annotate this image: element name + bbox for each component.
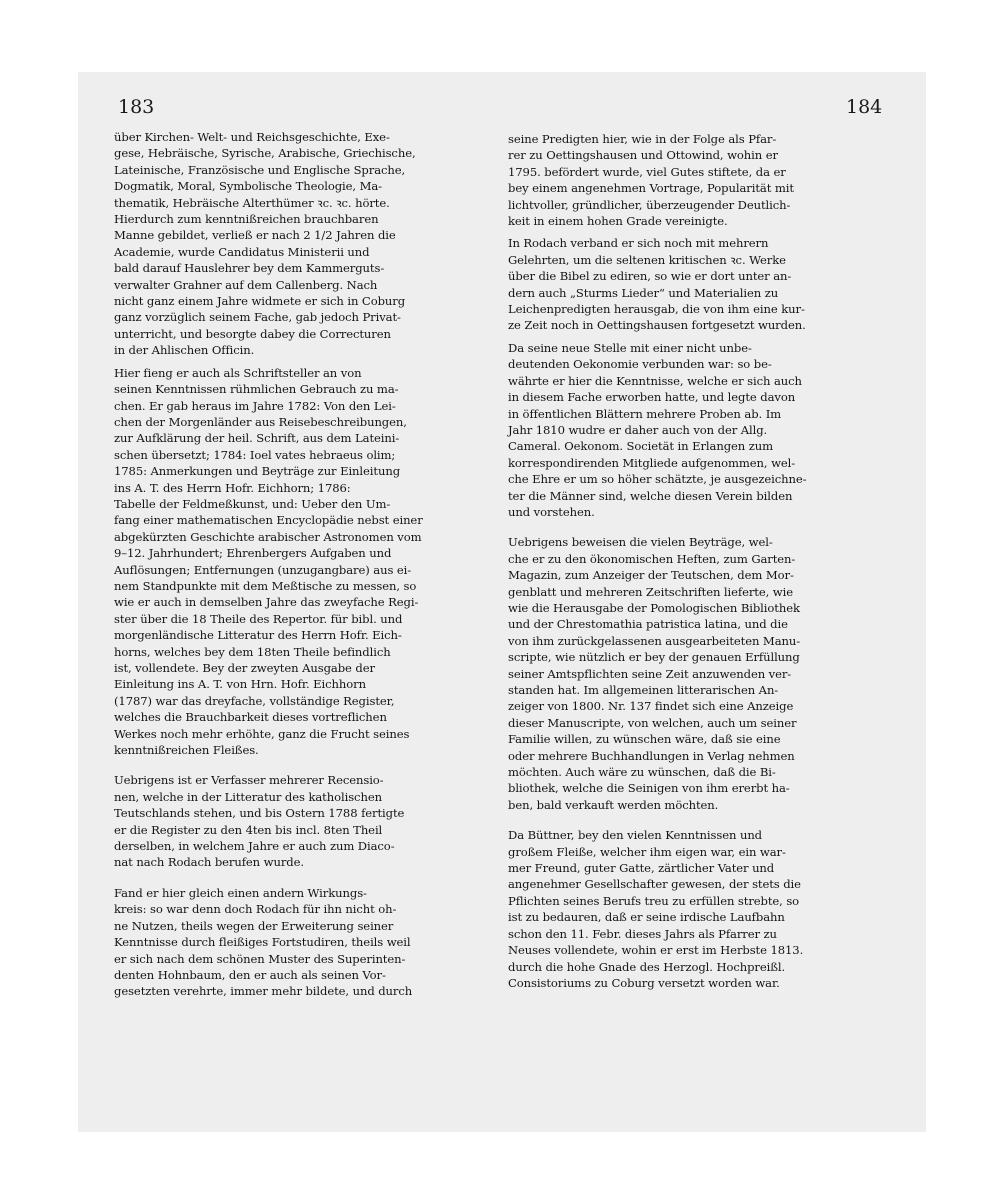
text-line: bliothek, welche die Seinigen von ihm ererbt ha- [508,781,790,796]
text-line: in der Ahlischen Officin. [114,343,255,358]
text-line: in diesem Fache erworben hatte, und legte davon [508,390,796,405]
text-line: ter die Männer sind, welche diesen Verein bilden [508,488,793,503]
text-line: nicht ganz einem Jahre widmete er sich in Coburg [114,294,406,309]
text-line: dieser Manuscripte, von welchen, auch um seiner [508,715,797,730]
left-page-number: 183 [118,96,155,118]
right-paragraph-5 [508,827,876,991]
text-line: Cameral. Oekonom. Societät in Erlangen zum [508,439,774,454]
text-line: Uebrigens ist er Verfasser mehrerer Recensio- [114,773,384,788]
text-line: schen übersetzt; 1784: Ioel vates hebraeus olim; [114,447,396,462]
text-line: ganz vorzüglich seinem Fache, gab jedoch Privat- [114,310,401,325]
text-line: Auflösungen; Entfernungen (unzugangbare) aus ei- [114,562,412,577]
text-line: keit in einem hohen Grade vereinigte. [508,214,728,229]
text-line: Da Büttner, bey den vielen Kenntnissen und [508,828,763,843]
text-line: che er zu den ökonomischen Heften, zum Garten- [508,551,796,566]
text-line: Tabelle der Feldmeßkunst, und: Ueber den Um- [114,496,391,511]
left-text-column [114,129,494,1000]
text-line: Da seine neue Stelle mit einer nicht unbe- [508,340,752,355]
text-line: Familie willen, zu wünschen wäre, daß sie eine [508,732,781,747]
text-line: Werkes noch mehr erhöhte, ganz die Frucht seines [114,726,410,741]
text-line: seinen Kenntnissen rühmlichen Gebrauch zu ma- [114,382,399,397]
text-line: in öffentlichen Blättern mehrere Proben ab. Im [508,406,782,421]
text-line: 9–12. Jahrhundert; Ehrenbergers Aufgaben und [114,546,392,561]
text-line: Dogmatik, Moral, Symbolische Theologie, Ma- [114,179,383,194]
text-line: er die Register zu den 4ten bis incl. 8ten Theil [114,822,383,837]
text-line: Consistoriums zu Coburg versetzt worden war. [508,975,780,990]
text-line: abgekürzten Geschichte arabischer Astronomen vom [114,529,422,544]
right-paragraph-3 [508,340,876,520]
text-line: zur Aufklärung der heil. Schrift, aus dem Lateini- [114,431,400,446]
text-line: genblatt und mehreren Zeitschriften lieferte, wie [508,584,793,599]
text-line: kreis: so war denn doch Rodach für ihn nicht oh- [114,902,397,917]
text-line: wie die Herausgabe der Pomologischen Bibliothek [508,600,800,615]
text-line: fang einer mathematischen Encyclopädie nebst einer [114,513,423,528]
text-line: ster über die 18 Theile des Repertor. für bibl. und [114,611,403,626]
text-line: Pflichten seines Berufs treu zu erfüllen strebte, so [508,893,800,908]
text-line: Manne gebildet, verließ er nach 2 1/2 Jahren die [114,228,396,243]
left-paragraph-1 [114,129,494,359]
right-page-number: 184 [846,96,883,118]
paragraph-gap [114,871,494,885]
text-line: (1787) war das dreyfache, vollständige Register, [114,693,395,708]
text-line: thematik, Hebräische Alterthümer ꝛc. ꝛc. hörte. [114,195,390,210]
text-line: großem Fleiße, welcher ihm eigen war, ein war- [508,844,786,859]
text-line: er sich nach dem schönen Muster des Superinten- [114,951,406,966]
text-line: Gelehrten, um die seltenen kritischen ꝛc. Werke [508,252,786,267]
text-line: durch die hohe Gnade des Herzogl. Hochpreißl. [508,959,786,974]
text-line: bey einem angenehmen Vortrage, Popularität mit [508,181,794,196]
text-line: angenehmer Gesellschafter gewesen, der stets die [508,877,801,892]
text-line: rer zu Oettingshausen und Ottowind, wohin er [508,148,778,163]
text-line: morgenländische Litteratur des Herrn Hofr. Eich- [114,628,402,643]
text-line: denten Hohnbaum, den er auch als seinen Vor- [114,967,386,982]
text-line: nem Standpunkte mit dem Meßtische zu messen, so [114,578,417,593]
text-line: dern auch „Sturms Lieder“ und Materialien zu [508,285,779,300]
text-line: Kenntnisse durch fleißiges Fortstudiren, theils weil [114,935,411,950]
text-line: von ihm zurückgelassenen ausgearbeiteten Manu- [508,633,801,648]
text-line: nen, welche in der Litteratur des katholischen [114,789,382,804]
text-line: gesetzten verehrte, immer mehr bildete, und durch [114,984,413,999]
text-line: ist zu bedauren, daß er seine irdische Laufbahn [508,910,785,925]
text-line: chen der Morgenländer aus Reisebeschreibungen, [114,414,407,429]
text-line: Magazin, zum Anzeiger der Teutschen, dem Mor- [508,568,794,583]
text-line: Fand er hier gleich einen andern Wirkungs- [114,885,367,900]
text-line: deutenden Oekonomie verbunden war: so be- [508,357,772,372]
text-line: In Rodach verband er sich noch mit mehrern [508,236,769,251]
text-line: welches die Brauchbarkeit dieses vortreflichen [114,710,387,725]
text-line: möchten. Auch wäre zu wünschen, daß die Bi- [508,765,776,780]
text-line: standen hat. Im allgemeinen litterarischen An- [508,683,779,697]
text-line: 1795. befördert wurde, viel Gutes stiftete, da er [508,164,786,179]
text-line: Academie, wurde Candidatus Ministerii und [114,244,370,259]
text-line: gese, Hebräische, Syrische, Arabische, Griechische, [114,146,416,161]
text-line: ins A. T. des Herrn Hofr. Eichhorn; 1786: [114,480,351,495]
text-line: schon den 11. Febr. dieses Jahrs als Pfarrer zu [508,926,777,941]
text-line: unterricht, und besorgte dabey die Correcturen [114,326,391,341]
text-line: nat nach Rodach berufen wurde. [114,855,304,870]
right-paragraph-4 [508,534,876,813]
text-line: währte er hier die Kenntnisse, welche er sich auch [508,373,802,388]
text-line: Lateinische, Französische und Englische Sprache, [114,162,406,177]
text-line: Leichenpredigten herausgab, die von ihm eine kur- [508,302,805,317]
text-line: korrespondirenden Mitgliede aufgenommen, wel- [508,455,796,470]
paragraph-gap [508,813,876,827]
text-line: ben, bald verkauft werden möchten. [508,797,719,812]
paragraph-gap [114,758,494,772]
text-line: Jahr 1810 wudre er daher auch von der Allg. [508,422,768,437]
text-line: über die Bibel zu ediren, so wie er dort unter an- [508,269,792,284]
left-paragraph-4 [114,885,494,1000]
text-line: verwalter Grahner auf dem Callenberg. Nach [114,277,378,292]
text-line: Hier fieng er auch als Schriftsteller an von [114,365,362,380]
text-line: Teutschlands stehen, und bis Ostern 1788 fertigte [114,806,405,821]
text-line: ist, vollendete. Bey der zweyten Ausgabe der [114,661,375,675]
text-line: scripte, wie nützlich er bey der genauen Erfüllung [508,650,800,665]
text-line: über Kirchen- Welt- und Reichsgeschichte, Exe- [114,130,390,144]
text-line: seine Predigten hier, wie in der Folge als Pfar- [508,132,777,146]
text-line: ne Nutzen, theils wegen der Erweiterung seiner [114,918,394,933]
paragraph-gap [508,520,876,534]
right-text-column [508,131,876,991]
right-paragraph-2 [508,235,876,333]
text-line: kenntnißreichen Fleißes. [114,743,259,758]
text-line: seiner Amtspflichten seine Zeit anzuwenden ver- [508,666,792,681]
text-line: che Ehre er um so höher schätzte, je ausgezeichne- [508,472,807,487]
text-line: zeiger von 1800. Nr. 137 findet sich eine Anzeige [508,699,794,714]
text-line: Einleitung ins A. T. von Hrn. Hofr. Eichhorn [114,677,366,692]
text-line: und vorstehen. [508,504,595,519]
text-line: oder mehrere Buchhandlungen in Verlag nehmen [508,748,795,763]
text-line: derselben, in welchem Jahre er auch zum Diaco- [114,839,395,854]
text-line: ze Zeit noch in Oettingshausen fortgesetzt wurden. [508,318,806,333]
text-line: und der Chrestomathia patristica latina, und die [508,617,788,632]
text-line: Neuses vollendete, wohin er erst im Herbste 1813. [508,943,804,958]
text-line: Uebrigens beweisen die vielen Beyträge, wel- [508,535,773,550]
text-line: horns, welches bey dem 18ten Theile befindlich [114,644,391,659]
right-paragraph-1 [508,131,876,229]
text-line: wie er auch in demselben Jahre das zweyfache Regi- [114,595,419,610]
text-line: mer Freund, guter Gatte, zärtlicher Vater und [508,861,775,876]
left-paragraph-2 [114,365,494,759]
text-line: 1785: Anmerkungen und Beyträge zur Einleitung [114,464,401,479]
left-paragraph-3 [114,772,494,870]
text-line: bald darauf Hauslehrer bey dem Kammerguts- [114,261,385,276]
text-line: lichtvoller, gründlicher, überzeugender Deutlich- [508,197,791,212]
text-line: Hierdurch zum kenntnißreichen brauchbaren [114,212,379,227]
text-line: chen. Er gab heraus im Jahre 1782: Von den Lei- [114,398,396,413]
